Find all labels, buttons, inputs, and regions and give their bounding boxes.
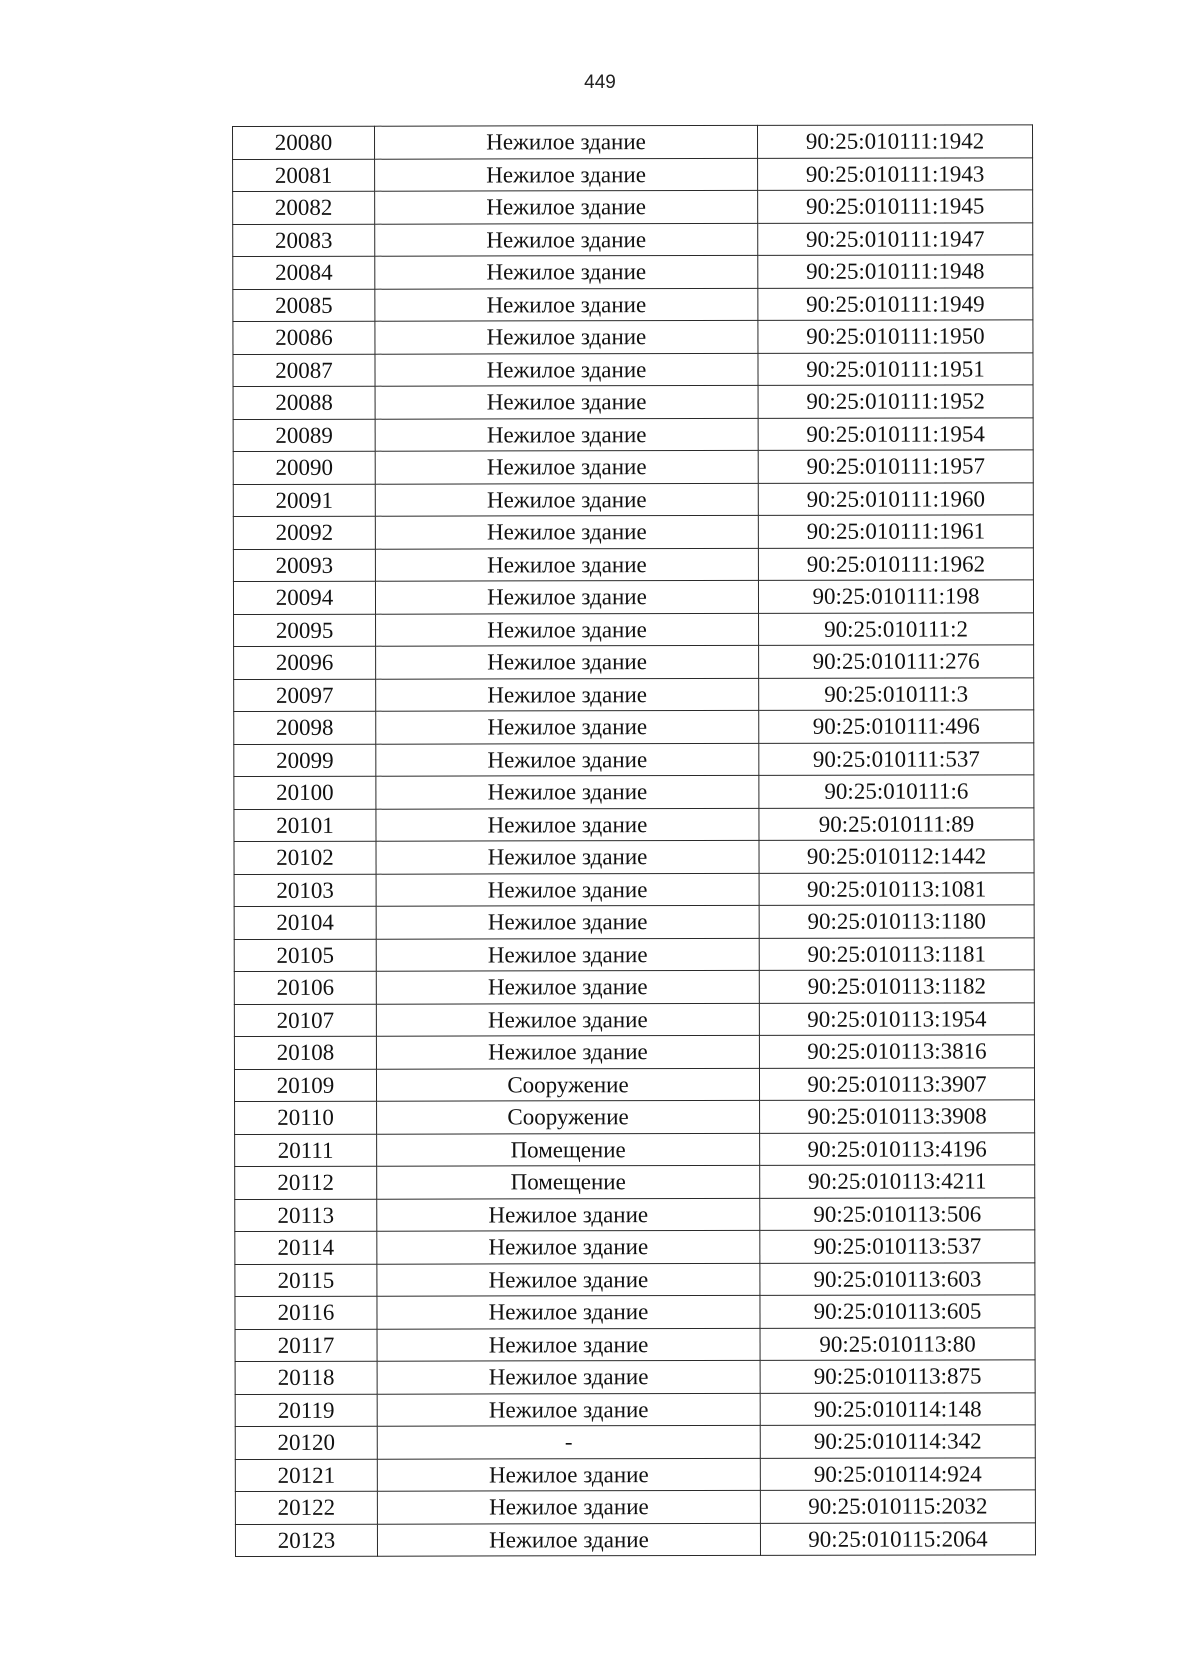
table-row (233, 417, 1033, 451)
row-number-cell: 20117 (235, 1329, 377, 1362)
object-type-cell: Нежилое здание (377, 1458, 760, 1491)
table-row (235, 1165, 1035, 1199)
object-type-cell: Нежилое здание (377, 1295, 760, 1328)
table-row (233, 222, 1033, 256)
row-number-cell: 20096 (234, 646, 376, 679)
row-number-cell: 20088 (233, 386, 375, 419)
table-row (233, 580, 1033, 614)
table-body (233, 125, 1036, 1557)
cadastral-number-cell: 90:25:010113:875 (760, 1360, 1035, 1393)
row-number-cell: 20098 (234, 711, 376, 744)
object-type-cell: Нежилое здание (377, 1393, 760, 1426)
cadastral-number-cell: 90:25:010113:3908 (760, 1100, 1035, 1133)
row-number-cell: 20090 (233, 451, 375, 484)
cadastral-number-cell: 90:25:010111:276 (759, 645, 1034, 678)
table-row (233, 287, 1033, 321)
page-number: 449 (584, 72, 616, 93)
row-number-cell: 20089 (233, 419, 375, 452)
cadastral-number-cell: 90:25:010111:1950 (758, 320, 1033, 353)
object-type-cell: Нежилое здание (377, 1263, 760, 1296)
row-number-cell: 20101 (234, 809, 376, 842)
row-number-cell: 20109 (234, 1069, 376, 1102)
cadastral-number-cell: 90:25:010113:4211 (760, 1165, 1035, 1198)
object-type-cell: Нежилое здание (375, 385, 758, 418)
object-type-cell: Сооружение (377, 1100, 760, 1133)
row-number-cell: 20103 (234, 874, 376, 907)
cadastral-number-cell: 90:25:010111:1949 (758, 287, 1033, 320)
object-type-cell: Помещение (377, 1133, 760, 1166)
table-row (234, 1067, 1034, 1101)
cadastral-number-cell: 90:25:010113:1081 (759, 872, 1034, 905)
table-row (233, 190, 1033, 224)
row-number-cell: 20097 (234, 679, 376, 712)
table-row (235, 1490, 1035, 1524)
table-row (234, 677, 1034, 711)
cadastral-number-cell: 90:25:010111:89 (759, 807, 1034, 840)
row-number-cell: 20123 (235, 1524, 377, 1557)
row-number-cell: 20084 (233, 256, 375, 289)
cadastral-number-cell: 90:25:010114:148 (760, 1392, 1035, 1425)
row-number-cell: 20099 (234, 744, 376, 777)
table-row (234, 840, 1034, 874)
table-row (234, 1002, 1034, 1036)
cadastral-number-cell: 90:25:010111:1951 (758, 352, 1033, 385)
object-type-cell: Нежилое здание (375, 353, 758, 386)
object-type-cell: Нежилое здание (375, 125, 758, 158)
object-type-cell: Нежилое здание (375, 450, 758, 483)
cadastral-number-cell: 90:25:010114:342 (760, 1425, 1035, 1458)
row-number-cell: 20093 (233, 549, 375, 582)
row-number-cell: 20095 (234, 614, 376, 647)
table-row (234, 937, 1034, 971)
cadastral-number-cell: 90:25:010111:2 (759, 612, 1034, 645)
row-number-cell: 20104 (234, 906, 376, 939)
cadastral-number-cell: 90:25:010111:537 (759, 742, 1034, 775)
object-type-cell: Сооружение (376, 1068, 759, 1101)
cadastral-number-cell: 90:25:010111:1943 (758, 157, 1033, 190)
cadastral-number-cell: 90:25:010111:1957 (758, 450, 1033, 483)
table-row (233, 515, 1033, 549)
object-type-cell: Нежилое здание (377, 1360, 760, 1393)
registry-table (232, 124, 1036, 1557)
table-row (234, 742, 1034, 776)
table-row (234, 775, 1034, 809)
row-number-cell: 20080 (233, 126, 375, 159)
cadastral-number-cell: 90:25:010111:1945 (758, 190, 1033, 223)
object-type-cell: Нежилое здание (375, 483, 758, 516)
row-number-cell: 20122 (235, 1491, 377, 1524)
table-row (234, 645, 1034, 679)
table-row (234, 872, 1034, 906)
object-type-cell: Нежилое здание (377, 1328, 760, 1361)
table-row (233, 385, 1033, 419)
cadastral-number-cell: 90:25:010115:2032 (760, 1490, 1035, 1523)
table-row (233, 352, 1033, 386)
table-row (234, 612, 1034, 646)
object-type-cell: Нежилое здание (375, 190, 758, 223)
table-row (235, 1197, 1035, 1231)
row-number-cell: 20112 (235, 1166, 377, 1199)
cadastral-number-cell: 90:25:010111:1942 (757, 125, 1032, 158)
row-number-cell: 20116 (235, 1296, 377, 1329)
table-row (234, 1035, 1034, 1069)
row-number-cell: 20113 (235, 1199, 377, 1232)
cadastral-number-cell: 90:25:010113:1181 (759, 937, 1034, 970)
table-row (234, 807, 1034, 841)
object-type-cell: Нежилое здание (377, 1230, 760, 1263)
table-row (233, 482, 1033, 516)
object-type-cell: Нежилое здание (375, 255, 758, 288)
cadastral-number-cell: 90:25:010113:1182 (759, 970, 1034, 1003)
table-row (235, 1360, 1035, 1394)
table-row (234, 905, 1034, 939)
row-number-cell: 20086 (233, 321, 375, 354)
cadastral-number-cell: 90:25:010112:1442 (759, 840, 1034, 873)
row-number-cell: 20083 (233, 224, 375, 257)
row-number-cell: 20105 (234, 939, 376, 972)
table-row (235, 1132, 1035, 1166)
cadastral-number-cell: 90:25:010111:1948 (758, 255, 1033, 288)
object-type-cell: Нежилое здание (376, 678, 759, 711)
table-row (235, 1295, 1035, 1329)
row-number-cell: 20106 (234, 971, 376, 1004)
table-row (233, 157, 1033, 191)
object-type-cell: Нежилое здание (376, 1035, 759, 1068)
object-type-cell: Нежилое здание (376, 873, 759, 906)
object-type-cell: Нежилое здание (376, 645, 759, 678)
row-number-cell: 20110 (235, 1101, 377, 1134)
row-number-cell: 20085 (233, 289, 375, 322)
table-row (235, 1522, 1035, 1556)
object-type-cell: Помещение (377, 1165, 760, 1198)
row-number-cell: 20118 (235, 1361, 377, 1394)
row-number-cell: 20081 (233, 159, 375, 192)
cadastral-number-cell: 90:25:010111:496 (759, 710, 1034, 743)
object-type-cell: Нежилое здание (377, 1198, 760, 1231)
cadastral-number-cell: 90:25:010114:924 (760, 1457, 1035, 1490)
cadastral-number-cell: 90:25:010115:2064 (760, 1522, 1035, 1555)
object-type-cell: Нежилое здание (375, 548, 758, 581)
cadastral-number-cell: 90:25:010111:3 (759, 677, 1034, 710)
row-number-cell: 20114 (235, 1231, 377, 1264)
table-row (235, 1230, 1035, 1264)
table-row (233, 450, 1033, 484)
cadastral-number-cell: 90:25:010113:1954 (759, 1002, 1034, 1035)
object-type-cell: Нежилое здание (375, 320, 758, 353)
object-type-cell: Нежилое здание (376, 938, 759, 971)
cadastral-number-cell: 90:25:010111:1962 (758, 547, 1033, 580)
object-type-cell: Нежилое здание (376, 808, 759, 841)
cadastral-number-cell: 90:25:010111:1954 (758, 417, 1033, 450)
object-type-cell: Нежилое здание (377, 1490, 760, 1523)
row-number-cell: 20107 (234, 1004, 376, 1037)
cadastral-number-cell: 90:25:010113:506 (760, 1197, 1035, 1230)
object-type-cell: Нежилое здание (376, 840, 759, 873)
row-number-cell: 20108 (234, 1036, 376, 1069)
cadastral-number-cell: 90:25:010113:1180 (759, 905, 1034, 938)
object-type-cell: Нежилое здание (375, 580, 758, 613)
row-number-cell: 20119 (235, 1394, 377, 1427)
table-row (235, 1425, 1035, 1459)
row-number-cell: 20092 (233, 516, 375, 549)
object-type-cell: Нежилое здание (376, 743, 759, 776)
object-type-cell: Нежилое здание (375, 515, 758, 548)
cadastral-number-cell: 90:25:010113:603 (760, 1262, 1035, 1295)
object-type-cell: Нежилое здание (376, 1003, 759, 1036)
cadastral-number-cell: 90:25:010113:3907 (759, 1067, 1034, 1100)
object-type-cell: Нежилое здание (375, 223, 758, 256)
cadastral-number-cell: 90:25:010111:1960 (758, 482, 1033, 515)
object-type-cell: Нежилое здание (376, 970, 759, 1003)
row-number-cell: 20120 (235, 1426, 377, 1459)
cadastral-number-cell: 90:25:010111:1952 (758, 385, 1033, 418)
cadastral-number-cell: 90:25:010111:1947 (758, 222, 1033, 255)
table-row (235, 1100, 1035, 1134)
object-type-cell: Нежилое здание (375, 158, 758, 191)
cadastral-number-cell: 90:25:010113:80 (760, 1327, 1035, 1360)
object-type-cell: Нежилое здание (376, 905, 759, 938)
row-number-cell: 20121 (235, 1459, 377, 1492)
object-type-cell: Нежилое здание (375, 288, 758, 321)
table-row (233, 547, 1033, 581)
table-row (233, 320, 1033, 354)
row-number-cell: 20087 (233, 354, 375, 387)
table-row (235, 1327, 1035, 1361)
object-type-cell: - (377, 1425, 760, 1458)
object-type-cell: Нежилое здание (376, 613, 759, 646)
row-number-cell: 20094 (233, 581, 375, 614)
cadastral-number-cell: 90:25:010113:605 (760, 1295, 1035, 1328)
cadastral-number-cell: 90:25:010113:4196 (760, 1132, 1035, 1165)
row-number-cell: 20091 (233, 484, 375, 517)
object-type-cell: Нежилое здание (377, 1523, 760, 1556)
table-row (233, 125, 1033, 159)
table-row (234, 970, 1034, 1004)
row-number-cell: 20082 (233, 191, 375, 224)
object-type-cell: Нежилое здание (376, 775, 759, 808)
cadastral-number-cell: 90:25:010113:537 (760, 1230, 1035, 1263)
table-row (235, 1457, 1035, 1491)
row-number-cell: 20102 (234, 841, 376, 874)
row-number-cell: 20111 (235, 1134, 377, 1167)
cadastral-number-cell: 90:25:010113:3816 (759, 1035, 1034, 1068)
row-number-cell: 20115 (235, 1264, 377, 1297)
object-type-cell: Нежилое здание (375, 418, 758, 451)
row-number-cell: 20100 (234, 776, 376, 809)
cadastral-number-cell: 90:25:010111:6 (759, 775, 1034, 808)
object-type-cell: Нежилое здание (376, 710, 759, 743)
cadastral-number-cell: 90:25:010111:198 (758, 580, 1033, 613)
cadastral-number-cell: 90:25:010111:1961 (758, 515, 1033, 548)
table-row (235, 1262, 1035, 1296)
table-row (235, 1392, 1035, 1426)
table-row (234, 710, 1034, 744)
table-row (233, 255, 1033, 289)
